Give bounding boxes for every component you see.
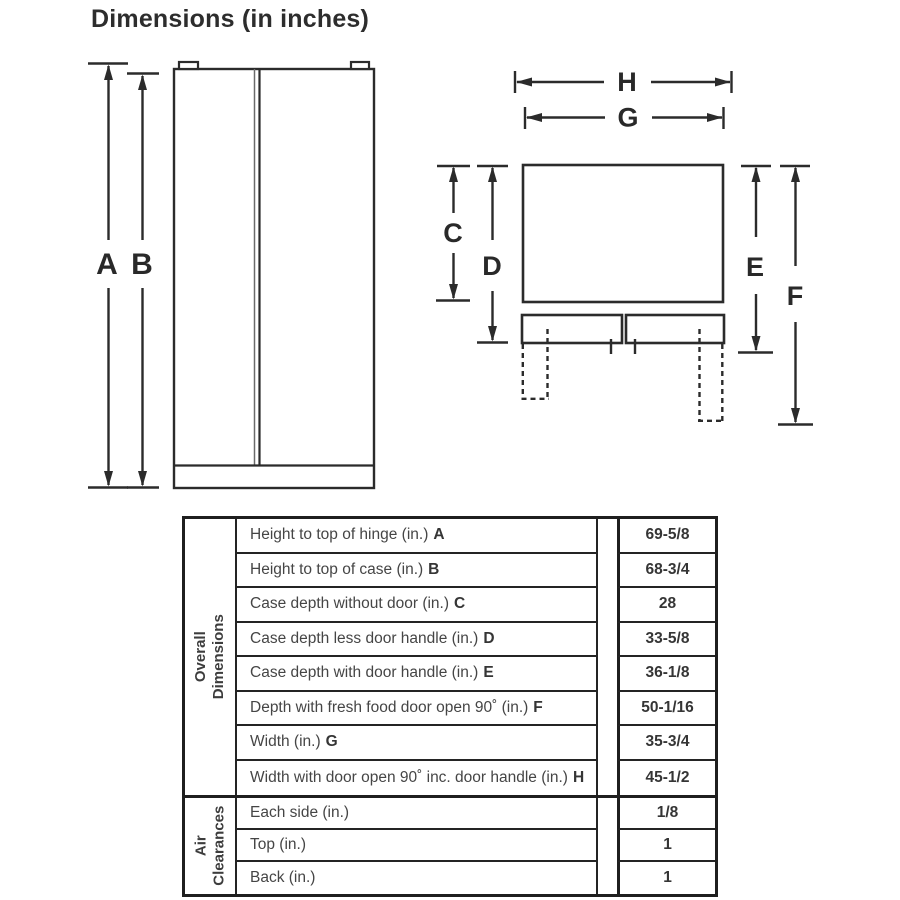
spec-row-label bbox=[237, 623, 598, 658]
spec-row-value: 36-1/8 bbox=[617, 657, 715, 692]
spec-label-text: Width with door open 90˚ inc. door handle (in.) bbox=[250, 768, 568, 786]
section-header-cell bbox=[185, 519, 237, 795]
spec-row-value: 1/8 bbox=[617, 798, 715, 830]
spec-dim-letter: H bbox=[572, 768, 585, 786]
fridge-outline bbox=[174, 69, 374, 488]
spec-row-value: 1 bbox=[617, 830, 715, 862]
page-title: Dimensions (in inches) bbox=[91, 5, 370, 33]
spec-row-label bbox=[237, 726, 598, 761]
section-header bbox=[192, 614, 227, 699]
spec-label-text: Each side (in.) bbox=[250, 804, 350, 821]
spec-dim-letter: C bbox=[454, 595, 466, 613]
dimensions-table bbox=[182, 516, 718, 897]
spec-row-label bbox=[237, 657, 598, 692]
spec-row-label bbox=[237, 761, 598, 796]
dim-label-h: H bbox=[617, 67, 637, 97]
section-header bbox=[192, 806, 227, 886]
section-header-cell bbox=[185, 798, 237, 894]
spec-dim-letter: F bbox=[533, 698, 543, 716]
spec-label-text: Depth with fresh food door open 90˚ (in.) bbox=[250, 698, 529, 716]
door-left-top bbox=[522, 315, 622, 343]
section-header-line2: Clearances bbox=[210, 805, 227, 887]
spec-row-label bbox=[237, 862, 598, 894]
dim-label-a: A bbox=[96, 248, 118, 281]
spec-row-value: 45-1/2 bbox=[617, 761, 715, 796]
section-header-line1: Air bbox=[192, 835, 210, 857]
spec-row-label bbox=[237, 588, 598, 623]
spec-dim-letter: B bbox=[428, 560, 440, 578]
spec-row-label bbox=[237, 798, 598, 830]
hinge-left bbox=[179, 62, 198, 69]
spec-label-text: Top (in.) bbox=[250, 836, 306, 853]
spec-row-value: 69-5/8 bbox=[617, 519, 715, 554]
dim-label-e: E bbox=[745, 252, 765, 282]
dim-label-d: D bbox=[482, 251, 502, 281]
dim-label-b: B bbox=[131, 248, 153, 281]
spec-dim-letter: D bbox=[483, 629, 495, 647]
section-header-line1: Overall bbox=[192, 631, 210, 683]
spec-row-value: 50-1/16 bbox=[617, 692, 715, 727]
table-section bbox=[185, 795, 715, 894]
hinge-right bbox=[351, 62, 369, 69]
spec-dim-letter: G bbox=[325, 733, 338, 751]
spec-label-text: Width (in.) bbox=[250, 733, 321, 751]
spec-label-text: Case depth with door handle (in.) bbox=[250, 664, 479, 682]
dim-label-c: C bbox=[443, 218, 463, 248]
front-view bbox=[174, 62, 374, 488]
spec-row-label bbox=[237, 692, 598, 727]
spec-row-label bbox=[237, 830, 598, 862]
spec-label-text: Case depth less door handle (in.) bbox=[250, 629, 479, 647]
section-header-line2: Dimensions bbox=[210, 614, 227, 700]
spec-row-label bbox=[237, 554, 598, 589]
spec-row-value: 1 bbox=[617, 862, 715, 894]
spec-row-value: 28 bbox=[617, 588, 715, 623]
spec-label-text: Case depth without door (in.) bbox=[250, 595, 450, 613]
dim-label-f: F bbox=[786, 281, 804, 311]
top-view bbox=[522, 165, 725, 421]
case-top-outline bbox=[523, 165, 723, 302]
spec-dim-letter: E bbox=[483, 664, 494, 682]
spec-row-value: 35-3/4 bbox=[617, 726, 715, 761]
door-right-top bbox=[626, 315, 724, 343]
dim-label-g: G bbox=[617, 102, 639, 133]
spec-row-label bbox=[237, 519, 598, 554]
spec-label-text: Height to top of hinge (in.) bbox=[250, 526, 429, 544]
spec-row-value: 68-3/4 bbox=[617, 554, 715, 589]
spec-row-value: 33-5/8 bbox=[617, 623, 715, 658]
table-section bbox=[185, 519, 715, 795]
spec-label-text: Back (in.) bbox=[250, 869, 316, 886]
spec-label-text: Height to top of case (in.) bbox=[250, 560, 424, 578]
spec-dim-letter: A bbox=[433, 526, 445, 544]
